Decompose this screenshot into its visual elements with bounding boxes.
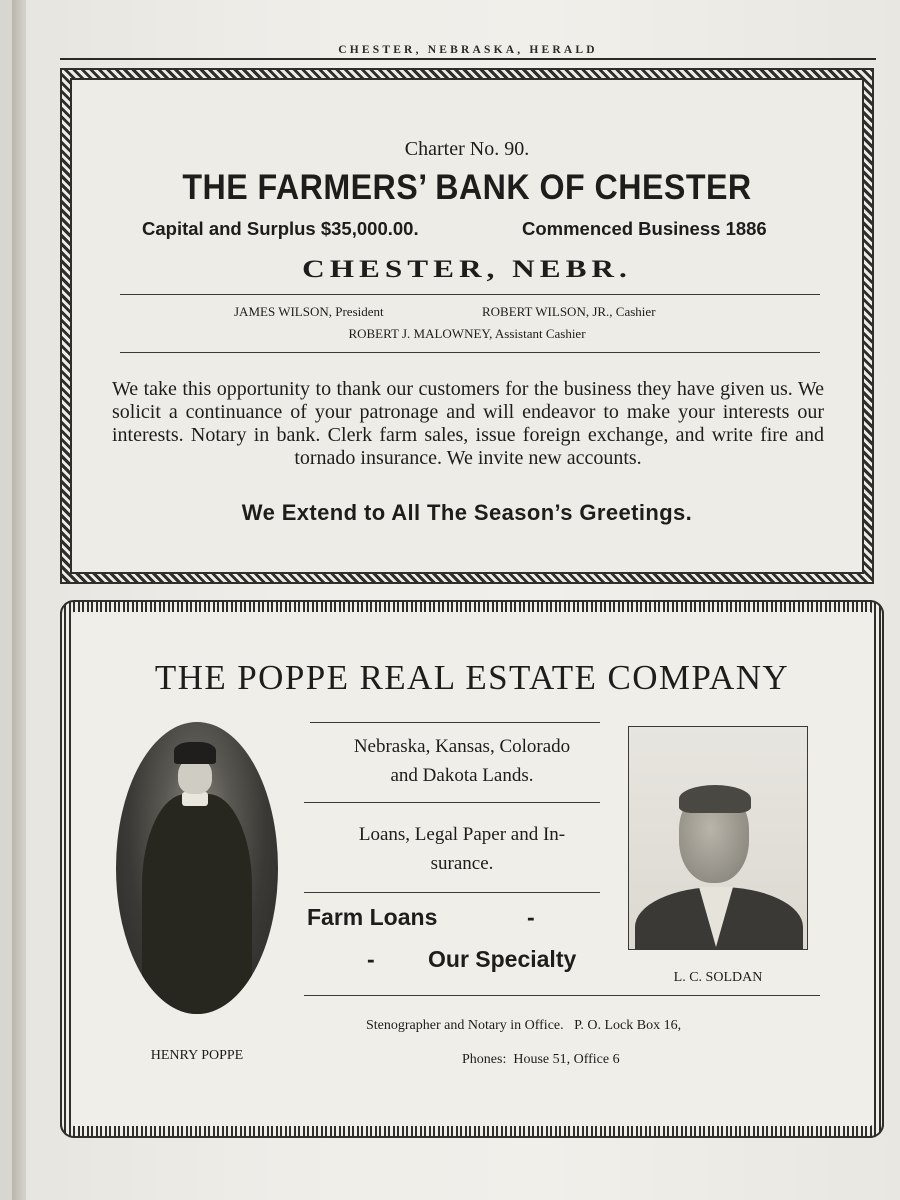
bank-ad <box>60 68 874 584</box>
phone-numbers: Phones: House 51, Office 6 <box>462 1052 620 1067</box>
lands-line-1: Nebraska, Kansas, Colorado <box>353 736 571 757</box>
caption-lc-soldan: L. C. SOLDAN <box>673 970 763 985</box>
charter-number: Charter No. 90. <box>404 138 530 160</box>
loans-line-2: surance. <box>430 853 494 874</box>
capital-and-surplus: Capital and Surplus $35,000.00. <box>142 218 419 239</box>
portrait-henry-poppe <box>116 722 278 1014</box>
dash-mark: - <box>527 904 535 930</box>
officer-president: JAMES WILSON, President <box>234 304 384 319</box>
farm-loans: Farm Loans <box>307 904 438 930</box>
header-rule <box>60 58 876 60</box>
divider <box>304 892 600 893</box>
divider <box>120 294 820 295</box>
dash-mark: - <box>367 946 375 972</box>
divider <box>304 995 820 996</box>
bank-location: CHESTER, NEBR. <box>302 256 632 283</box>
binding-gutter <box>12 0 26 1200</box>
caption-henry-poppe: HENRY POPPE <box>150 1048 244 1063</box>
divider <box>120 352 820 353</box>
officer-assistant: ROBERT J. MALOWNEY, Assistant Cashier <box>348 326 586 341</box>
officer-cashier: ROBERT WILSON, JR., Cashier <box>482 304 656 319</box>
company-name: THE POPPE REAL ESTATE COMPANY <box>154 658 790 697</box>
divider <box>304 802 600 803</box>
real-estate-ad <box>60 600 884 1138</box>
divider <box>310 722 600 723</box>
portrait-lc-soldan <box>628 726 808 950</box>
bank-message: We take this opportunity to thank our customers for the business they have given us. We solicit a continuance of your patronage and will endeavor to make your interests our interests. Notary in bank. Clerk farm sales, issue foreign exchange, and write fire and tornado insurance. We invite new accounts. <box>112 378 824 469</box>
loans-line-1: Loans, Legal Paper and In- <box>358 824 566 845</box>
our-specialty: Our Specialty <box>428 946 577 972</box>
running-head: CHESTER, NEBRASKA, HERALD <box>338 44 598 56</box>
lands-line-2: and Dakota Lands. <box>390 765 534 786</box>
bank-name: THE FARMERS’ BANK OF CHESTER <box>182 168 752 207</box>
commenced-business: Commenced Business 1886 <box>522 218 767 239</box>
season-greeting: We Extend to All The Season’s Greetings. <box>241 500 693 525</box>
office-info: Stenographer and Notary in Office. P. O. Lock Box 16, <box>366 1018 682 1033</box>
